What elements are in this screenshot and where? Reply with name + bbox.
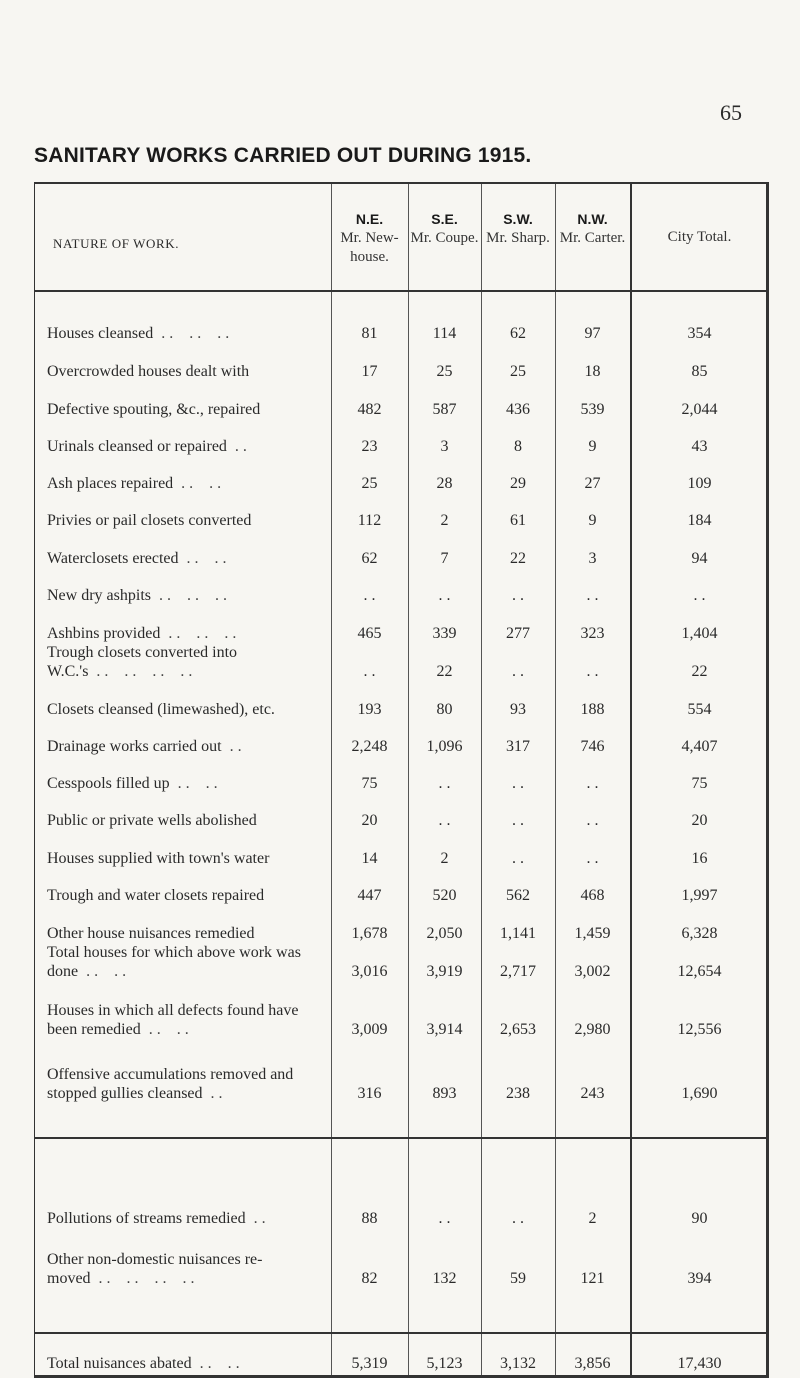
row-value-col-1: 75 <box>361 775 378 792</box>
row-label-text: Houses supplied with town's water <box>47 850 270 867</box>
row-value-col-2: 7 <box>440 550 449 567</box>
row-label-text: Other house nuisances remedied <box>47 925 255 942</box>
row-value-col-2: 5,123 <box>426 1355 463 1372</box>
row-label-text: Drainage works carried out <box>47 738 222 755</box>
row-value-col-4: 468 <box>580 887 605 904</box>
header-nw <box>555 210 630 248</box>
nature-of-work-header: NATURE OF WORK. <box>53 236 180 251</box>
row-label-text: Houses in which all defects found have been remedied <box>47 1002 299 1038</box>
row-label <box>47 474 323 493</box>
row-label-text: Pollutions of streams remedied <box>47 1210 246 1227</box>
total-rule <box>35 1332 766 1334</box>
header-sw-code: S.W. <box>503 211 533 227</box>
row-value-col-3: 2,717 <box>500 963 536 980</box>
row-value-col-4: 1,459 <box>574 925 611 942</box>
row-label-text: Other non-domestic nuisances re- moved <box>47 1251 263 1287</box>
row-value-col-2: 520 <box>432 887 457 904</box>
row-label-text: Cesspools filled up <box>47 775 170 792</box>
row-label-text: Houses cleansed <box>47 325 154 342</box>
row-label <box>47 1209 323 1228</box>
row-value-col-5: 109 <box>687 475 712 492</box>
row-value-col-4: 9 <box>588 512 597 529</box>
row-label-text: Urinals cleansed or repaired <box>47 438 227 455</box>
row-value-col-4: 18 <box>584 363 601 380</box>
section-rule <box>35 1137 766 1139</box>
row-value-col-3: 8 <box>514 438 522 455</box>
row-value-col-4: 97 <box>584 325 601 342</box>
row-label <box>47 849 323 868</box>
row-value-col-2: . . <box>438 775 451 792</box>
row-label-text: Defective spouting, &c., repaired <box>47 401 261 418</box>
row-value-col-4: 3,002 <box>574 963 611 980</box>
row-value-col-3: 317 <box>506 738 530 755</box>
row-value-col-5: 85 <box>691 363 708 380</box>
row-label-text: Total nuisances abated <box>47 1355 192 1372</box>
row-label-text: Ashbins provided <box>47 625 161 642</box>
row-value-col-1: 25 <box>361 475 378 492</box>
row-value-col-1: 1,678 <box>351 925 388 942</box>
row-value-col-4: . . <box>586 775 599 792</box>
row-value-col-5: 12,556 <box>677 1021 722 1038</box>
row-value-col-4: 2 <box>588 1210 597 1227</box>
row-label-leader-dots: . . . . . . <box>158 587 227 604</box>
row-value-col-5: 43 <box>691 438 708 455</box>
row-value-col-5: 1,690 <box>681 1085 718 1102</box>
row-label-leader-dots: . . . . . . <box>168 625 237 642</box>
row-value-col-4: 539 <box>580 401 605 418</box>
row-label-leader-dots: . . . . <box>199 1355 240 1372</box>
row-value-col-2: 339 <box>432 625 457 642</box>
row-label-leader-dots: . . . . <box>86 963 127 980</box>
row-label <box>47 362 323 381</box>
row-value-col-3: 61 <box>510 512 526 529</box>
row-value-col-2: 2 <box>440 850 449 867</box>
row-value-col-1: 193 <box>357 701 382 718</box>
header-se-name: Mr. Coupe. <box>410 230 479 246</box>
row-value-col-3: . . <box>512 775 524 792</box>
row-value-col-4: 323 <box>580 625 605 642</box>
row-value-col-5: 20 <box>691 812 708 829</box>
row-label-text: Ash places repaired <box>47 475 174 492</box>
row-value-col-1: 81 <box>361 325 378 342</box>
row-value-col-2: . . <box>438 587 451 604</box>
row-value-col-3: 93 <box>510 701 526 718</box>
row-value-col-1: 465 <box>357 625 382 642</box>
row-label-leader-dots: . . <box>253 1210 266 1227</box>
page-title: SANITARY WORKS CARRIED OUT DURING 1915. <box>34 144 532 167</box>
row-value-col-3: 277 <box>506 625 530 642</box>
row-label-leader-dots: . . . . . . . . <box>96 663 193 680</box>
row-value-col-1: 316 <box>357 1085 382 1102</box>
row-value-col-5: 22 <box>691 663 708 680</box>
header-city-total <box>632 228 767 247</box>
row-value-col-3: 25 <box>510 363 526 380</box>
row-value-col-4: 746 <box>580 738 605 755</box>
row-value-col-3: 238 <box>506 1085 530 1102</box>
row-value-col-3: 59 <box>510 1270 526 1287</box>
row-value-col-4: 3,856 <box>574 1355 611 1372</box>
row-value-col-2: 1,096 <box>426 738 463 755</box>
row-label <box>47 774 323 793</box>
row-label-leader-dots: . . <box>234 438 247 455</box>
row-label-leader-dots: . . . . <box>148 1021 189 1038</box>
row-value-col-5: 17,430 <box>677 1355 722 1372</box>
row-label <box>47 437 323 456</box>
row-value-col-4: . . <box>586 812 599 829</box>
row-value-col-2: 3,914 <box>426 1021 463 1038</box>
row-label-leader-dots: . . . . <box>186 550 227 567</box>
row-value-col-3: 436 <box>506 401 530 418</box>
row-value-col-3: 562 <box>506 887 530 904</box>
header-sw <box>481 210 555 248</box>
row-label-leader-dots: . . <box>229 738 242 755</box>
row-label <box>47 943 323 981</box>
row-label-leader-dots: . . <box>210 1085 223 1102</box>
row-label-text: Privies or pail closets converted <box>47 512 252 529</box>
row-label-text: Closets cleansed (limewashed), etc. <box>47 701 275 718</box>
header-se <box>408 210 481 248</box>
row-label-text: Waterclosets erected <box>47 550 179 567</box>
row-value-col-1: 112 <box>357 512 382 529</box>
row-label <box>47 700 323 719</box>
row-value-col-1: 88 <box>361 1210 378 1227</box>
row-value-col-2: 893 <box>432 1085 457 1102</box>
row-value-col-3: 62 <box>510 325 526 342</box>
row-value-col-5: 12,654 <box>677 963 722 980</box>
page-number: 65 <box>720 100 742 125</box>
row-value-col-3: . . <box>512 812 524 829</box>
row-label-text: Total houses for which above work was done <box>47 944 301 980</box>
row-value-col-3: . . <box>512 663 524 680</box>
row-label-text: Trough closets converted into W.C.'s <box>47 644 238 680</box>
row-value-col-3: 1,141 <box>500 925 536 942</box>
row-value-col-4: . . <box>586 587 599 604</box>
row-label-text: New dry ashpits <box>47 587 151 604</box>
row-value-col-1: 3,009 <box>351 1021 388 1038</box>
row-label <box>47 324 323 343</box>
row-value-col-5: 4,407 <box>681 738 718 755</box>
row-value-col-4: . . <box>586 850 599 867</box>
header-rule <box>35 290 766 292</box>
row-value-col-2: 22 <box>436 663 453 680</box>
row-value-col-4: 3 <box>588 550 597 567</box>
row-value-col-2: 3,919 <box>426 963 463 980</box>
header-sw-name: Mr. Sharp. <box>486 230 550 246</box>
row-value-col-1: 23 <box>361 438 378 455</box>
row-value-col-4: . . <box>586 663 599 680</box>
row-value-col-2: . . <box>438 1210 451 1227</box>
row-label <box>47 737 323 756</box>
row-label-text: Offensive accumulations removed and stopped gullies cleansed <box>47 1066 294 1102</box>
row-value-col-4: 9 <box>588 438 597 455</box>
row-value-col-2: 2,050 <box>426 925 463 942</box>
row-value-col-3: 3,132 <box>500 1355 536 1372</box>
row-value-col-5: 1,997 <box>681 887 718 904</box>
row-value-col-1: 447 <box>357 887 382 904</box>
row-label <box>47 886 323 905</box>
header-ne <box>331 210 408 267</box>
row-value-col-4: 121 <box>580 1270 605 1287</box>
row-value-col-3: . . <box>512 850 524 867</box>
sanitary-works-table <box>34 182 769 1378</box>
row-value-col-4: 27 <box>584 475 601 492</box>
row-label <box>47 549 323 568</box>
row-value-col-5: 394 <box>687 1270 712 1287</box>
row-label <box>47 1354 323 1373</box>
row-value-col-5: 75 <box>691 775 708 792</box>
row-label <box>47 924 323 943</box>
row-value-col-1: 482 <box>357 401 382 418</box>
row-value-col-3: . . <box>512 1210 524 1227</box>
row-value-col-1: 82 <box>361 1270 378 1287</box>
row-label <box>47 1001 323 1039</box>
row-value-col-4: 2,980 <box>574 1021 611 1038</box>
row-value-col-1: . . <box>363 587 376 604</box>
row-value-col-1: 3,016 <box>351 963 388 980</box>
row-label-text: Public or private wells abolished <box>47 812 257 829</box>
row-label <box>47 624 323 643</box>
row-value-col-5: 554 <box>687 701 712 718</box>
row-value-col-2: 28 <box>436 475 453 492</box>
row-value-col-2: 25 <box>436 363 453 380</box>
row-label <box>47 643 323 681</box>
header-ne-code: N.E. <box>355 211 384 227</box>
row-value-col-5: 90 <box>691 1210 708 1227</box>
header-nw-name: Mr. Carter. <box>559 230 626 246</box>
row-value-col-3: 22 <box>510 550 526 567</box>
row-value-col-4: 188 <box>580 701 605 718</box>
row-label <box>47 1065 323 1103</box>
row-value-col-4: 243 <box>580 1085 605 1102</box>
row-value-col-2: 114 <box>432 325 457 342</box>
row-value-col-2: 132 <box>432 1270 457 1287</box>
row-value-col-1: 62 <box>361 550 378 567</box>
row-value-col-3: 29 <box>510 475 526 492</box>
row-value-col-1: 2,248 <box>351 738 388 755</box>
row-value-col-1: 5,319 <box>351 1355 388 1372</box>
row-value-col-1: 14 <box>361 850 378 867</box>
header-ne-name: Mr. New- house. <box>340 230 399 265</box>
row-value-col-5: 2,044 <box>681 401 718 418</box>
row-label-text: Trough and water closets repaired <box>47 887 265 904</box>
row-value-col-2: 2 <box>440 512 449 529</box>
row-value-col-2: . . <box>438 812 451 829</box>
row-value-col-5: 354 <box>687 325 712 342</box>
row-value-col-2: 3 <box>440 438 449 455</box>
row-label <box>47 400 323 419</box>
row-label <box>47 511 323 530</box>
row-label-leader-dots: . . . . <box>177 775 218 792</box>
row-value-col-1: . . <box>363 663 376 680</box>
row-label-leader-dots: . . . . . . . . <box>98 1270 195 1287</box>
row-value-col-3: 2,653 <box>500 1021 536 1038</box>
row-label <box>47 1250 323 1288</box>
row-value-col-5: . . <box>693 587 706 604</box>
row-label-text: Overcrowded houses dealt with <box>47 363 250 380</box>
row-value-col-1: 20 <box>361 812 378 829</box>
header-city-total-name: City Total. <box>667 229 732 245</box>
row-value-col-1: 17 <box>361 363 378 380</box>
row-value-col-5: 6,328 <box>681 925 718 942</box>
row-label <box>47 586 323 605</box>
header-nw-code: N.W. <box>577 211 608 227</box>
row-label-leader-dots: . . . . . . <box>161 325 230 342</box>
row-value-col-5: 16 <box>691 850 708 867</box>
row-value-col-2: 80 <box>436 701 453 718</box>
row-label <box>47 811 323 830</box>
row-value-col-2: 587 <box>432 401 457 418</box>
row-value-col-5: 94 <box>691 550 708 567</box>
row-value-col-5: 184 <box>687 512 712 529</box>
row-label-leader-dots: . . . . <box>181 475 222 492</box>
row-value-col-3: . . <box>512 587 524 604</box>
row-value-col-5: 1,404 <box>681 625 718 642</box>
header-se-code: S.E. <box>431 211 458 227</box>
